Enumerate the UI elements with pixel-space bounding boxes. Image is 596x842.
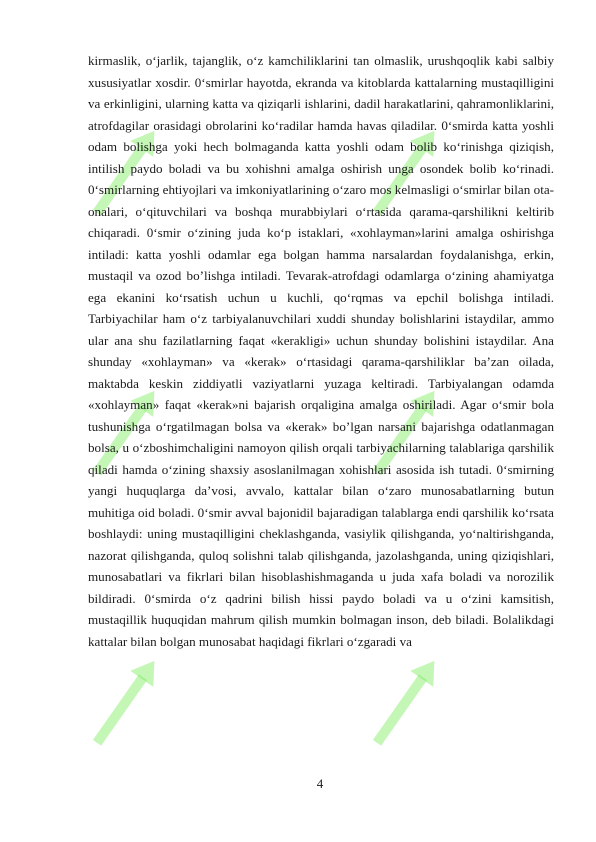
body-paragraph: kirmaslik, oʻjarlik, tajanglik, oʻz kamchiliklarini tan olmaslik, urushqoqlik kabi salbiy xususiyatlar xosdir. 0ʻsmirlar hayotda, ekranda va kitoblarda kattalarning mustaqilligini va erkinligini, ularning katta va qiziqarli ishlarini, dadil harakatlarini, qahramonliklarini, atrofdagilar orasidagi obrolarini koʻradilar hamda havas qiladilar. 0ʻsmirda katta yoshli odam bolishga yoki hech bolmaganda katta yoshli odam bolib koʻrinishga qiziqish, intilish paydo boladi va bu xohishni amalga oshirish unga osondek bolib koʻrinadi. 0ʻsmirlarning ehtiyojlari va imkoniyatlarining oʻzaro mos kelmasligi oʻsmirlar bilan ota-onalari, oʻqituvchilari va boshqa murabbiylari oʻrtasida qarama-qarshilikni keltirib chiqaradi. 0ʻsmir oʻzining juda koʻp istaklari, «xohlayman»larini amalga oshirishga intiladi: katta yoshli odamlar ega bolgan hamma narsalardan foydalanishga, erkin, mustaqil va ozod boʼlishga intiladi. Tevarak-atrofdagi odamlarga oʻzining ahamiyatga ega ekanini koʻrsatish uchun u kuchli, qoʻrqmas va epchil bolishga intiladi. Tarbiyachilar ham oʻz tarbiyalanuvchilari xuddi shunday bolishlarini istaydilar, ammo ular ana shu fazilatlarning faqat «kerakligi» uchun shunday bolishini istaydilar. Ana shunday «xohlayman» va «kerak» oʻrtasidagi qarama-qarshiliklar baʼzan oilada, maktabda keskin ziddiyatli vaziyatlarni yuzaga keltiradi. Tarbiyalangan odamda «xohlayman» faqat «kerak»ni bajarish orqaligina amalga oshiriladi. Agar oʻsmir bola tushunishga oʻrgatilmagan bolsa va «kerak» boʼlgan narsani bajarishga odatlanmagan bolsa, u oʻzboshimchaligini namoyon qilish orqali tarbiyachilarning talablariga qarshilik qiladi hamda oʻzining shaxsiy asoslanilmagan xohishlari asosida ish tutadi. 0ʻsmirning yangi huquqlarga daʼvosi, avvalo, kattalar bilan oʻzaro munosabatlarning butun muhitiga oid boladi. 0ʻsmir avval bajonidil bajaradigan talablarga endi qarshilik koʻrsata boshlaydi: uning mustaqilligini cheklashganda, vasiylik qilishganda, yoʻnaltirishganda, nazorat qilishganda, quloq solishni talab qilishganda, jazolashganda, uning qiziqishlari, munosabatlari va fikrlari bilan hisoblashishmaganda u juda xafa boladi va norozilik bildiradi. 0ʻsmirda oʻz qadrini bilish hissi paydo boladi va u oʻzini kamsitish, mustaqillik huquqidan mahrum qilish mumkin bolmagan inson, deb biladi. Bolalikdagi kattalar bilan bolgan munosabat haqidagi fikrlari oʻzgaradi va bbox=[88, 53, 554, 649]
page-number: 4 bbox=[316, 776, 324, 791]
